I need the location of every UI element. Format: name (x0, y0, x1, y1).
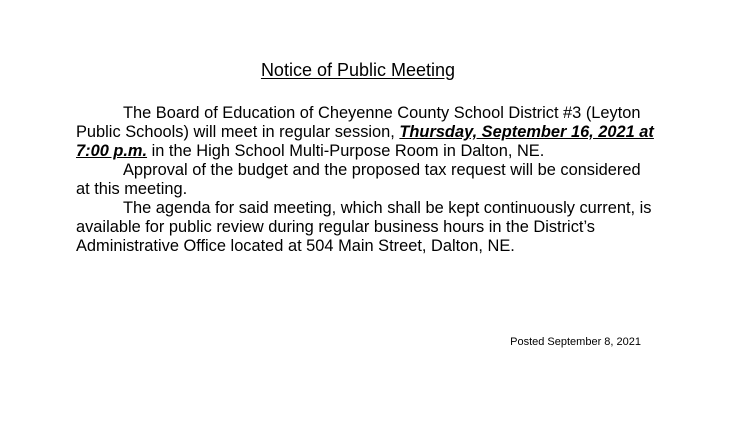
posted-date: Posted September 8, 2021 (510, 336, 641, 348)
notice-title: Notice of Public Meeting (260, 60, 456, 80)
meeting-paragraph (76, 104, 656, 161)
agenda-paragraph: The agenda for said meeting, which shall be kept continuously current, is available for public review during regular business hours in the District’s Administrative Office located at 504 Main Street, Dalton, NE. (76, 199, 652, 255)
notice-body (76, 104, 656, 256)
meeting-date-time: Thursday, September 16, 2021 at 7:00 p.m. (76, 123, 654, 160)
meeting-text-before: The Board of Education of Cheyenne County School District #3 (Leyton Public Schools) will meet in regular session, (76, 104, 641, 141)
meeting-text-after: in the High School Multi-Purpose Room in Dalton, NE. (147, 142, 545, 160)
budget-paragraph: Approval of the budget and the proposed tax request will be considered at this meeting. (76, 161, 641, 198)
